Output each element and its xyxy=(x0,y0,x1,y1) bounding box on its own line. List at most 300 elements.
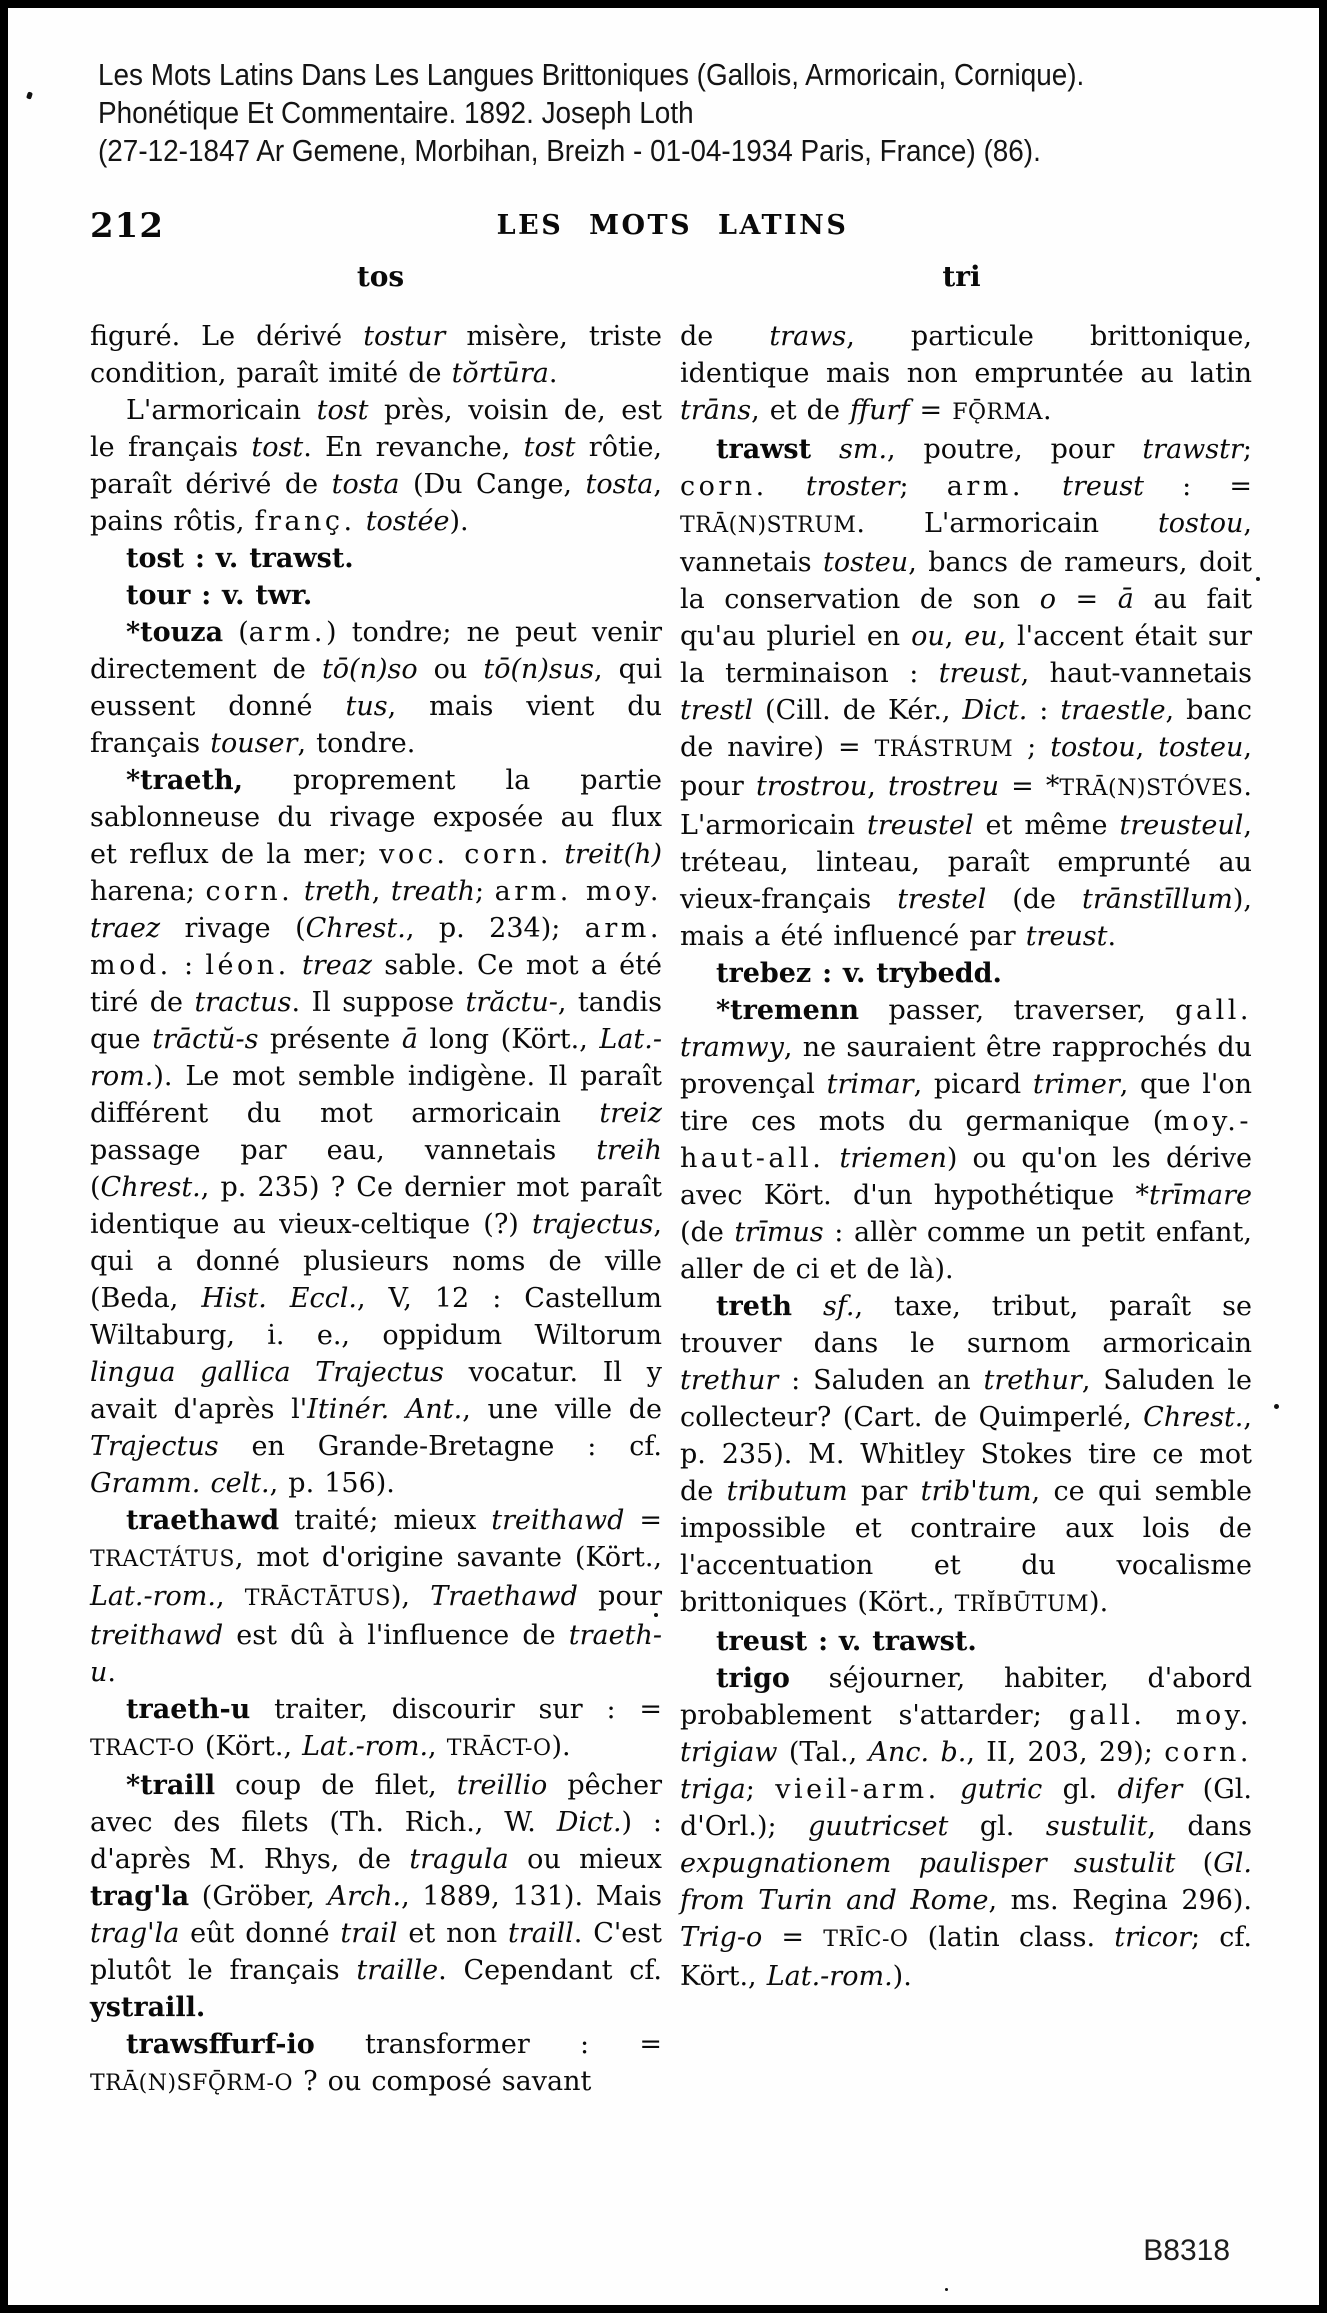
text-segment: ( xyxy=(223,617,249,648)
text-segment: Hist. Eccl. xyxy=(201,1283,357,1314)
text-segment: o xyxy=(1039,584,1056,615)
text-segment: , pains rôtis, xyxy=(90,469,663,537)
text-segment: trawstr xyxy=(1142,434,1243,465)
text-segment: sm. xyxy=(838,434,888,465)
text-segment: , p. 156). xyxy=(269,1468,395,1499)
text-segment: traethawd xyxy=(126,1505,280,1536)
text-segment: ) ou qu'on les dérive avec Kört. d'un hypothétique * xyxy=(680,1143,1252,1211)
text-segment: , particule brittonique, identique mais non empruntée au latin xyxy=(680,321,1252,389)
text-segment: pour xyxy=(577,1581,662,1612)
text-segment: tragula xyxy=(409,1844,509,1875)
text-segment: sustulit xyxy=(1045,1811,1148,1842)
text-segment: TRĀ(N)STÓVES xyxy=(1059,776,1244,801)
text-segment: , ms. Regina 296). xyxy=(988,1885,1252,1916)
text-segment: trānstīllum xyxy=(1082,884,1233,915)
text-segment: (Du Cange, xyxy=(399,469,586,500)
text-segment: , xyxy=(867,771,888,802)
text-segment: moy.-haut-all. xyxy=(680,1106,1252,1174)
entry-paragraph xyxy=(680,1623,1252,1660)
text-segment: corn. xyxy=(1164,1737,1252,1768)
text-segment: TRACT-O xyxy=(90,1736,195,1761)
text-segment: traws xyxy=(769,321,847,352)
text-segment: ou xyxy=(911,621,945,652)
entry-paragraph xyxy=(680,431,1252,955)
entry-paragraph xyxy=(90,2026,662,2102)
text-segment: , xyxy=(1135,732,1159,763)
text-segment: , picard xyxy=(913,1069,1033,1100)
text-segment: Gl. from Turin and Rome xyxy=(680,1848,1252,1916)
text-segment: trajectus xyxy=(531,1209,654,1240)
text-segment: tosteu xyxy=(823,547,909,578)
text-segment: expugnationem paulisper sustulit xyxy=(680,1848,1176,1879)
text-segment: trail xyxy=(340,1918,398,1949)
running-head xyxy=(90,206,1255,246)
text-segment: transformer : = xyxy=(314,2029,662,2060)
text-segment: au fait qu'au pluriel en xyxy=(680,584,1252,652)
text-segment: rôtie, paraît dérivé de xyxy=(90,432,663,500)
text-segment: treust xyxy=(1062,471,1144,502)
text-segment: = * xyxy=(999,771,1060,802)
text-segment: . xyxy=(548,358,558,389)
text-segment: vieil-arm. xyxy=(775,1774,940,1805)
guide-word-right: tri xyxy=(942,260,981,293)
text-segment: = xyxy=(762,1922,824,1953)
entry-paragraph xyxy=(90,614,662,762)
text-segment: tricor xyxy=(1114,1922,1191,1953)
text-segment: franç. xyxy=(254,506,356,537)
text-segment: voc. corn. xyxy=(379,839,553,870)
text-segment: trebez : v. trybedd. xyxy=(716,958,1002,989)
text-segment: est dû à l'influence de xyxy=(223,1620,569,1651)
text-segment: tosteu xyxy=(1158,732,1244,763)
text-segment: Lat.-rom. xyxy=(766,1961,893,1992)
text-segment: treaz xyxy=(301,950,373,981)
text-segment: ou xyxy=(417,654,484,685)
text-segment: , tondre. xyxy=(297,728,416,759)
text-segment: triemen xyxy=(839,1143,947,1174)
text-segment: tō(n)sus xyxy=(483,654,595,685)
text-segment: TRÁSTRUM xyxy=(874,737,1014,762)
text-segment: tour : v. twr. xyxy=(126,580,313,611)
text-segment: tostou xyxy=(1157,508,1244,539)
text-segment: , et de xyxy=(751,395,851,426)
text-segment: , tréteau, linteau, paraît emprunté au vieux-français xyxy=(680,810,1252,915)
scan-speck xyxy=(1256,577,1260,581)
text-segment: trib'tum xyxy=(920,1476,1032,1507)
text-segment: Dict. xyxy=(556,1807,622,1838)
text-segment: séjourner, habiter, d'abord probablement s'attarder; xyxy=(680,1663,1252,1731)
running-title: LES MOTS LATINS xyxy=(496,210,849,241)
text-segment: , p. 235) ? Ce dernier mot paraît identique au vieux-celtique (?) xyxy=(90,1172,662,1240)
guide-words-row xyxy=(90,260,1252,293)
text-segment: . C'est plutôt le français xyxy=(90,1918,662,1986)
entry-paragraph xyxy=(90,540,662,577)
text-segment: trīmus xyxy=(734,1217,824,1248)
text-segment: tostur xyxy=(363,321,446,352)
text-segment: trag'la xyxy=(90,1918,180,1949)
text-segment: ā xyxy=(401,1024,418,1055)
text-segment: Trajectus xyxy=(90,1431,219,1462)
text-segment: , p. 234); xyxy=(405,913,585,944)
text-segment: gl. xyxy=(1042,1774,1118,1805)
text-segment: tosta xyxy=(585,469,654,500)
text-segment: . xyxy=(1107,921,1117,952)
text-segment: ou mieux xyxy=(508,1844,662,1875)
text-segment: ), mais a été influencé par xyxy=(680,884,1252,952)
text-segment: trīmare xyxy=(1149,1180,1252,1211)
text-segment: traille xyxy=(356,1955,439,1986)
text-segment: de xyxy=(680,321,770,352)
catalog-code: B8318 xyxy=(1143,2234,1230,2267)
text-segment xyxy=(940,1774,960,1805)
text-segment: ? ou composé savant xyxy=(292,2066,592,2097)
text-segment: trostrou xyxy=(755,771,868,802)
text-segment: = xyxy=(1055,584,1118,615)
text-segment: triga xyxy=(680,1774,746,1805)
text-segment: , ne sauraient être rapprochés du provençal xyxy=(680,1032,1252,1100)
text-segment: TRĪC-O xyxy=(823,1927,909,1952)
text-segment: ; xyxy=(745,1774,776,1805)
text-segment: , p. 235). M. Whitley Stokes tire ce mot de xyxy=(680,1402,1252,1507)
text-segment: Anc. b. xyxy=(868,1737,967,1768)
text-segment: *touza xyxy=(126,617,224,648)
text-segment: ) tondre; ne peut venir directement de xyxy=(90,617,663,685)
text-segment: , taxe, tribut, paraît se trouver dans le surnom armoricain xyxy=(680,1291,1252,1359)
text-segment: pêcher avec des filets (Th. Rich., W. xyxy=(90,1770,662,1838)
text-segment: ; xyxy=(1242,434,1252,465)
text-segment: *traill xyxy=(126,1770,216,1801)
text-segment: Traethawd xyxy=(430,1581,578,1612)
text-segment: Gramm. celt. xyxy=(90,1468,270,1499)
entry-paragraph xyxy=(90,392,662,540)
text-segment: TRĀ(N)SFǬRM-O xyxy=(90,2071,293,2096)
text-segment: ; xyxy=(899,471,947,502)
text-segment: , vannetais xyxy=(680,508,1252,578)
text-segment: ). xyxy=(449,506,469,537)
text-segment: trawsffurf-io xyxy=(126,2029,315,2060)
text-segment: TRĀCT-O xyxy=(446,1736,552,1761)
entry-paragraph xyxy=(90,1767,662,2026)
entry-paragraph xyxy=(90,318,662,392)
text-segment: : Saluden an xyxy=(778,1365,984,1396)
text-segment: lingua gallica Trajectus xyxy=(90,1357,444,1388)
text-segment: trigo xyxy=(716,1663,790,1694)
text-segment: et même xyxy=(973,810,1120,841)
text-segment: passer, traverser, xyxy=(859,995,1176,1026)
text-segment: traeth-u xyxy=(90,1620,662,1688)
text-segment: , tandis que xyxy=(90,987,662,1055)
text-segment: Itinér. Ant. xyxy=(307,1394,463,1425)
text-segment: . L'armoricain xyxy=(680,771,1252,841)
text-segment: , xyxy=(428,1731,447,1762)
text-segment: tost : v. trawst. xyxy=(126,543,354,574)
text-segment: = xyxy=(909,395,953,426)
text-segment: eu xyxy=(964,621,998,652)
text-segment xyxy=(552,839,564,870)
text-segment: . Cependant cf. xyxy=(438,1955,662,1986)
text-segment: trāns xyxy=(680,395,752,426)
text-segment: treth xyxy=(303,876,372,907)
citation-line-3: (27-12-1847 Ar Gemene, Morbihan, Breizh - 01-04-1934 Paris, France) (86). xyxy=(98,133,1041,168)
text-segment: figuré. Le dérivé xyxy=(90,321,364,352)
text-segment: , banc de navire) = xyxy=(680,695,1253,763)
text-segment: , V, 12 : Castellum Wiltaburg, i. e., oppidum Wiltorum xyxy=(90,1283,662,1351)
entry-paragraph xyxy=(90,1691,662,1767)
text-segment: tostou xyxy=(1050,732,1136,763)
text-segment: traité; mieux xyxy=(279,1505,492,1536)
text-segment: long (Kört., xyxy=(417,1024,600,1055)
text-segment: traill xyxy=(508,1918,574,1949)
text-segment: tramwy xyxy=(680,1032,784,1063)
text-segment: trag'la xyxy=(90,1881,190,1912)
text-segment: treath xyxy=(390,876,475,907)
text-segment: arm. xyxy=(946,471,1024,502)
text-segment: traiter, discourir sur : = xyxy=(250,1694,662,1725)
citation-line-1: Les Mots Latins Dans Les Langues Brittoniques (Gallois, Armoricain, Cornique). xyxy=(98,57,1085,92)
text-segment: (Tal., xyxy=(777,1737,869,1768)
text-segment xyxy=(1024,471,1062,502)
text-segment: trimar xyxy=(826,1069,914,1100)
text-segment: par xyxy=(847,1476,921,1507)
text-segment: près, voisin de, est le français xyxy=(90,395,662,463)
text-segment: sf. xyxy=(822,1291,855,1322)
text-segment: Arch. xyxy=(327,1881,402,1912)
text-segment: trāctŭ-s xyxy=(152,1024,259,1055)
text-segment xyxy=(290,950,302,981)
text-segment: , xyxy=(371,876,391,907)
text-segment: , 1889, 131). Mais xyxy=(401,1881,662,1912)
text-segment: tost xyxy=(523,432,576,463)
text-segment xyxy=(811,434,839,465)
text-segment: Lat.-rom. xyxy=(90,1024,662,1092)
text-segment: *tremenn xyxy=(716,995,860,1026)
text-segment: ). xyxy=(551,1731,571,1762)
text-segment: . L'armoricain xyxy=(856,508,1158,539)
text-segment: : xyxy=(1027,695,1061,726)
text-segment: , mot d'origine savante (Kört., xyxy=(234,1542,662,1573)
citation-block xyxy=(98,56,1178,170)
text-segment: ) : d'après M. Rhys, de xyxy=(90,1807,662,1875)
entry-paragraph xyxy=(90,762,662,1502)
text-segment: tost xyxy=(251,432,304,463)
text-segment: rivage ( xyxy=(160,913,306,944)
text-segment: , ce qui semble impossible et contraire aux lois de l'accentuation et du vocalisme brittoniques (Kört., xyxy=(680,1476,1252,1618)
text-segment: trăctu- xyxy=(465,987,558,1018)
text-segment: ; cf. Kört., xyxy=(680,1922,1252,1992)
text-segment: , xyxy=(215,1581,245,1612)
entry-paragraph xyxy=(680,318,1252,431)
text-segment: harena; xyxy=(90,876,206,907)
text-segment: traestle xyxy=(1060,695,1166,726)
text-segment: Lat.-rom. xyxy=(90,1581,216,1612)
text-segment: trostreu xyxy=(888,771,999,802)
text-segment: présente xyxy=(258,1024,402,1055)
text-segment: treusteul xyxy=(1119,810,1244,841)
text-segment: gutric xyxy=(960,1774,1043,1805)
text-segment: ā xyxy=(1117,584,1134,615)
scan-speck xyxy=(945,2288,948,2291)
text-segment: troster xyxy=(805,471,900,502)
entry-paragraph xyxy=(680,955,1252,992)
text-segment: : allèr comme un petit enfant, aller de ci et de là). xyxy=(680,1217,1252,1285)
text-segment: , bancs de rameurs, doit la conservation de son xyxy=(680,547,1252,615)
text-segment: . En revanche, xyxy=(303,432,524,463)
scan-speck xyxy=(26,91,33,99)
text-segment: ffurf xyxy=(850,395,910,426)
text-segment: Chrest. xyxy=(305,913,406,944)
text-segment: ). Le mot semble indigène. Il paraît différent du mot armoricain xyxy=(90,1061,662,1129)
text-segment: tractus xyxy=(194,987,292,1018)
guide-word-left: tos xyxy=(356,260,405,293)
text-segment: , l'accent était sur la terminaison : xyxy=(680,621,1252,689)
text-segment: difer xyxy=(1117,1774,1183,1805)
text-segment: , que l'on tire ces mots du germanique ( xyxy=(680,1069,1252,1137)
text-segment: , haut-vannetais xyxy=(1020,658,1253,689)
text-segment: , mais vient du français xyxy=(90,691,662,759)
text-segment: . xyxy=(1043,395,1052,426)
text-segment: treustel xyxy=(867,810,974,841)
text-segment: Dict. xyxy=(962,695,1028,726)
text-segment: = xyxy=(624,1505,662,1536)
text-segment xyxy=(356,506,366,537)
text-segment: guutricset xyxy=(808,1811,949,1842)
text-segment: TRĬBŪTUM xyxy=(954,1592,1090,1617)
text-segment: arm. xyxy=(248,617,326,648)
text-segment: , qui a donné plusieurs noms de ville (Beda, xyxy=(90,1209,662,1314)
scan-speck xyxy=(1274,1404,1279,1409)
text-segment: tō(n)so xyxy=(321,654,418,685)
text-segment: TRĀ(N)STRUM xyxy=(680,513,857,538)
text-segment: ), xyxy=(390,1581,431,1612)
text-segment: trestel xyxy=(897,884,987,915)
text-segment: arm. mod. xyxy=(90,913,662,981)
text-segment: Chrest. xyxy=(100,1172,201,1203)
text-segment: arm. moy. xyxy=(494,876,662,907)
text-segment: (Gröber, xyxy=(189,1881,328,1912)
text-segment: trawst xyxy=(716,434,812,465)
text-segment: (Kört., xyxy=(194,1731,303,1762)
text-segment: FǬRMA xyxy=(952,400,1044,425)
text-segment: (de xyxy=(986,884,1083,915)
text-columns xyxy=(90,318,1252,2102)
entry-paragraph xyxy=(680,1288,1252,1623)
text-segment: , xyxy=(944,621,965,652)
text-segment: gl. xyxy=(948,1811,1046,1842)
text-segment: trigiaw xyxy=(680,1737,778,1768)
text-segment: proprement la partie sablonneuse du rivage exposée au flux et reflux de la mer; xyxy=(90,765,662,870)
text-segment: corn. xyxy=(680,471,768,502)
left-column xyxy=(90,318,662,2102)
text-segment: TRACTÁTUS xyxy=(90,1547,235,1572)
text-segment: coup de filet, xyxy=(215,1770,457,1801)
text-segment: tostée xyxy=(365,506,450,537)
text-segment: , II, 203, 29); xyxy=(966,1737,1165,1768)
text-segment: (Cill. de Kér., xyxy=(753,695,963,726)
text-segment: trimer xyxy=(1032,1069,1120,1100)
text-segment: treillio xyxy=(456,1770,548,1801)
citation-line-2: Phonétique Et Commentaire. 1892. Joseph Loth xyxy=(98,95,694,130)
text-segment: vocatur. Il y avait d'après l' xyxy=(90,1357,662,1425)
text-segment: traeth-u xyxy=(126,1694,251,1725)
entry-paragraph xyxy=(680,992,1252,1288)
text-segment: , Saluden le collecteur? (Cart. de Quimperlé, xyxy=(680,1365,1252,1433)
text-segment: treust xyxy=(938,658,1021,689)
text-segment: gall. moy. xyxy=(1068,1700,1252,1731)
text-segment xyxy=(824,1143,839,1174)
text-segment: trestl xyxy=(680,695,754,726)
text-segment: touser xyxy=(210,728,298,759)
entry-paragraph xyxy=(680,1660,1252,1995)
text-segment: eût donné xyxy=(179,1918,341,1949)
text-segment xyxy=(293,876,304,907)
text-segment: trethur xyxy=(680,1365,779,1396)
text-segment: passage par eau, vannetais xyxy=(90,1135,597,1166)
text-segment: ( xyxy=(90,1172,101,1203)
entry-paragraph xyxy=(90,1502,662,1691)
text-segment: Chrest. xyxy=(1143,1402,1244,1433)
text-segment: treih xyxy=(596,1135,662,1166)
text-segment: ). xyxy=(1089,1587,1109,1618)
text-segment: treithawd xyxy=(491,1505,625,1536)
page-number: 212 xyxy=(90,206,164,246)
text-segment: , dans xyxy=(1147,1811,1253,1842)
text-segment: treth xyxy=(716,1291,792,1322)
text-segment: et non xyxy=(397,1918,509,1949)
text-segment: treust xyxy=(1025,921,1108,952)
text-segment: treust : v. trawst. xyxy=(716,1626,977,1657)
text-segment: , poutre, pour xyxy=(887,434,1143,465)
text-segment: trethur xyxy=(983,1365,1082,1396)
text-segment: gall. xyxy=(1175,995,1252,1026)
text-segment: treithawd xyxy=(90,1620,224,1651)
text-segment: léon. xyxy=(205,950,290,981)
text-segment xyxy=(768,471,806,502)
text-segment: TRĀCTĀTUS xyxy=(244,1586,391,1611)
text-segment: corn. xyxy=(205,876,294,907)
text-segment: *traeth, xyxy=(126,765,243,796)
text-segment: : = xyxy=(1143,471,1252,502)
text-segment: (latin class. xyxy=(908,1922,1115,1953)
text-segment: traez xyxy=(90,913,161,944)
text-segment: tus xyxy=(345,691,388,722)
text-segment: sable. Ce mot a été tiré de xyxy=(90,950,662,1018)
text-segment: treiz xyxy=(599,1098,662,1129)
text-segment: en Grande-Bretagne : cf. xyxy=(218,1431,662,1462)
text-segment: , pour xyxy=(680,732,1252,802)
text-segment: tributum xyxy=(726,1476,848,1507)
scan-speck xyxy=(654,1613,658,1617)
text-segment: , une ville de xyxy=(462,1394,662,1425)
text-segment: ; xyxy=(1013,732,1051,763)
entry-paragraph xyxy=(90,577,662,614)
text-segment: Trig-o xyxy=(680,1922,763,1953)
text-segment: (de xyxy=(680,1217,735,1248)
text-segment: ( xyxy=(1175,1848,1214,1879)
text-segment: Lat.-rom. xyxy=(302,1731,429,1762)
text-segment: tŏrtūra xyxy=(451,358,549,389)
text-segment: . Il suppose xyxy=(291,987,466,1018)
text-segment: ystraill. xyxy=(90,1992,206,2023)
text-segment: tost xyxy=(316,395,369,426)
text-segment: misère, triste condition, paraît imité de xyxy=(90,321,662,389)
text-segment: . xyxy=(107,1657,116,1688)
text-segment: L'armoricain xyxy=(126,395,317,426)
text-segment: ). xyxy=(892,1961,912,1992)
text-segment: : xyxy=(171,950,206,981)
right-column xyxy=(680,318,1252,2102)
text-segment: tosta xyxy=(331,469,400,500)
text-segment xyxy=(792,1291,823,1322)
